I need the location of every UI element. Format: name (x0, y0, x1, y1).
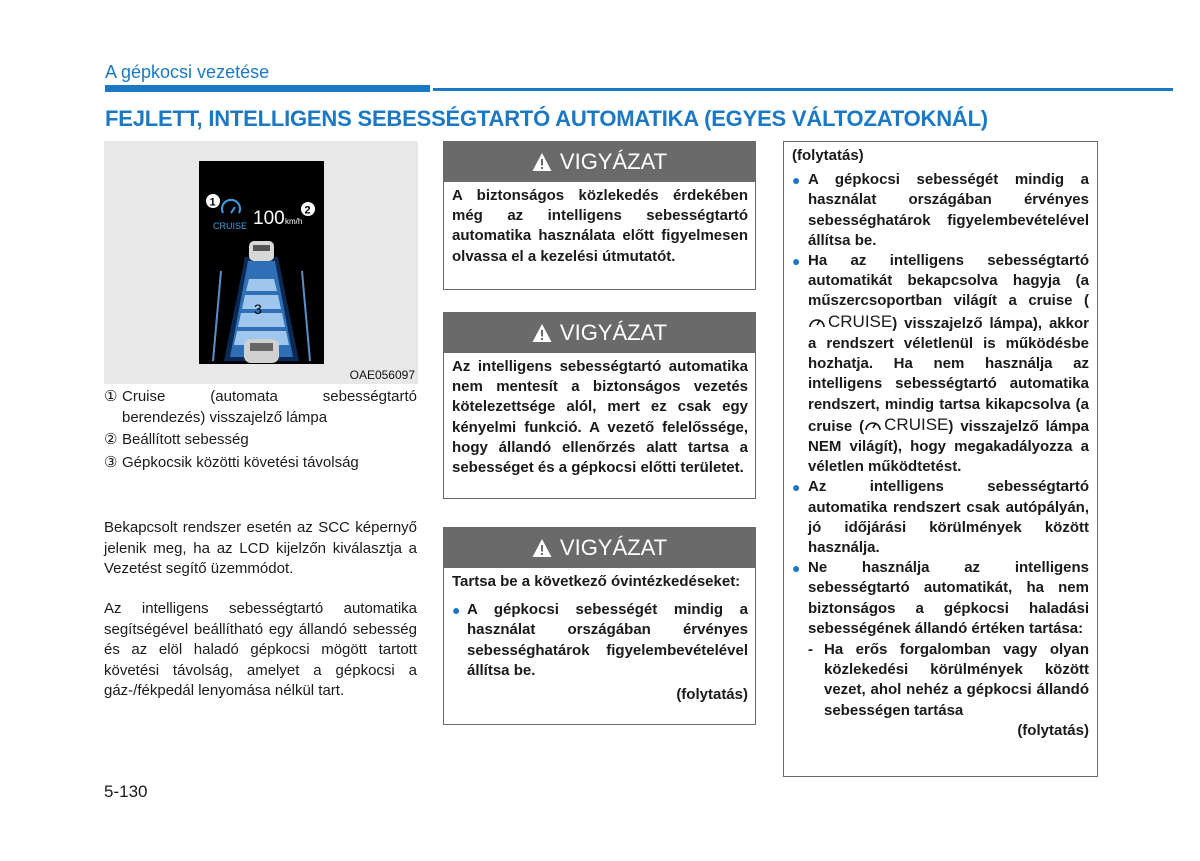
warning-text: Az intelligens sebességtartó automatika nem mentesít a biztonságos vezetés kötelezettsége alól, mert ez csak egy kényelmi funkció. A vezető felelőssége, hogy állandó ellenőrzés alatt tartsa a sebességet és a gépkocsi előtti területet. (452, 358, 748, 477)
cruise-symbol (808, 312, 892, 332)
marker-1: 1 (209, 196, 216, 209)
right-bullet (792, 477, 1089, 558)
legend-item (104, 387, 417, 428)
warning-triangle-icon (532, 538, 552, 558)
warning-bullet (452, 600, 748, 681)
scc-display-illustration (199, 161, 324, 364)
warning-title: VIGYÁZAT (559, 535, 668, 560)
page-number: 5-130 (104, 782, 148, 801)
figure-legend (104, 387, 417, 473)
bullet-dot: ● (792, 560, 801, 577)
warning-title: VIGYÁZAT (559, 320, 668, 345)
page-title: FEJLETT, INTELLIGENS SEBESSÉGTARTÓ AUTOMATIKA (EGYES VÁLTOZATOKNÁL) (105, 106, 988, 131)
legend-text: Cruise (automata sebességtartó berendezés) visszajelző lámpa (122, 388, 417, 426)
section-label: A gépkocsi vezetése (105, 62, 270, 82)
cruise-indicator-icon (222, 200, 240, 213)
legend-text: Gépkocsik közötti követési távolság (122, 453, 359, 471)
legend-num: ① (104, 388, 118, 405)
bullet-dot: ● (452, 602, 461, 619)
marker-2: 2 (304, 204, 311, 217)
bullet2-part-a: Ha az intelligens sebességtartó automatikát bekapcsolva hagyja (a műszercsoportban világít a cruise ( (808, 252, 1089, 310)
warning-header (444, 313, 755, 353)
right-bullet-text (808, 558, 1089, 721)
sub-item-text: Ha erős forgalomban vagy olyan közlekedési körülmények között vezet, ahol nehéz a gépkocsi állandó sebességen tartása (824, 641, 1089, 719)
warning-triangle-icon (532, 152, 552, 172)
bullet2-part-b: ) visszajelző lámpa), akkor a rendszert véletlenül is működésbe hozhatja. Ha nem használja az intelligens sebességtartó automatika rendszert, mindig tartsa kikapcsolva (a cruise ( (808, 314, 1089, 435)
bullet2-part-c: ) visszajelző lámpa NEM világít), hogy megakadályozza a véletlen működtetést. (808, 417, 1089, 476)
cruise-gauge-icon (864, 417, 882, 433)
continued-label-bottom: (folytatás) (1017, 721, 1089, 739)
warning-box (443, 312, 756, 499)
warning-title: VIGYÁZAT (559, 149, 668, 174)
right-bullet-text: A gépkocsi sebességét mindig a használat országában érvényes sebességhatárok figyelembevételével állítsa be. (808, 171, 1089, 249)
warning-header (444, 142, 755, 182)
right-bullet (792, 251, 1089, 477)
paragraph-scc-description: Az intelligens sebességtartó automatika segítségével beállítható egy állandó sebesség és az elöl haladó gépkocsi mögött tartott követési távolság, amelyet a gépkocsi a gáz-/fékpedál lenyomása nélkül tart. (104, 600, 417, 699)
set-speed-value: 100 (253, 208, 285, 229)
speed-unit: km/h (285, 217, 303, 226)
cruise-symbol-label: CRUISE (828, 311, 893, 331)
paragraph-scc-display: Bekapcsolt rendszer esetén az SCC képernyő jelenik meg, ha az LCD kijelzőn kiválasztja a Vezetést segítő üzemmódot. (104, 519, 417, 577)
bullet-dot: ● (792, 172, 801, 189)
lcd-screen (199, 161, 324, 364)
warning-text: A biztonságos közlekedés érdekében még az intelligens sebességtartó automatika használata előtt figyelmesen olvassa el a kezelési útmutatót. (452, 187, 748, 265)
warning-triangle-icon (532, 323, 552, 343)
legend-item (104, 453, 417, 474)
marker-3: 3 (254, 301, 262, 317)
warning-text: Tartsa be a következő óvintézkedéseket: (452, 573, 741, 590)
bullet-dot: ● (792, 479, 801, 496)
warning-bullet-text: A gépkocsi sebességét mindig a használat országában érvényes sebességhatárok figyelembevételével állítsa be. (467, 601, 748, 679)
continued-warning-box (783, 141, 1098, 777)
continued-label: (folytatás) (676, 686, 748, 704)
warning-box (443, 141, 756, 290)
sub-dash: - (808, 641, 813, 659)
bullet4-text: Ne használja az intelligens sebességtartó automatikát, ha nem biztonságos a gépkocsi haladási sebességének állandó értéken tartása: (808, 559, 1089, 637)
header-rule-thin (433, 88, 1173, 91)
legend-item (104, 430, 417, 451)
warning-box (443, 527, 756, 725)
cruise-gauge-icon (808, 314, 826, 330)
legend-num: ③ (104, 453, 118, 471)
sub-item (808, 640, 1089, 721)
right-bullet (792, 170, 1089, 251)
figure-code: OAE056097 (349, 368, 415, 382)
cruise-symbol-label: CRUISE (884, 414, 949, 434)
cruise-text: CRUISE (213, 221, 248, 231)
warning-content (444, 568, 755, 711)
cluster-display-figure (104, 141, 418, 384)
right-bullet-text: Az intelligens sebességtartó automatika rendszert csak autópályán, jó időjárási körülmények között használja. (808, 478, 1089, 557)
cruise-symbol (864, 415, 948, 435)
legend-text: Beállított sebesség (122, 431, 249, 448)
warning-header (444, 528, 755, 568)
continued-label-top: (folytatás) (792, 147, 864, 164)
right-bullet (792, 558, 1089, 721)
legend-num: ② (104, 431, 118, 448)
header-rule-thick (105, 85, 430, 92)
right-bullet-text (808, 251, 1089, 477)
bullet-dot: ● (792, 253, 801, 270)
